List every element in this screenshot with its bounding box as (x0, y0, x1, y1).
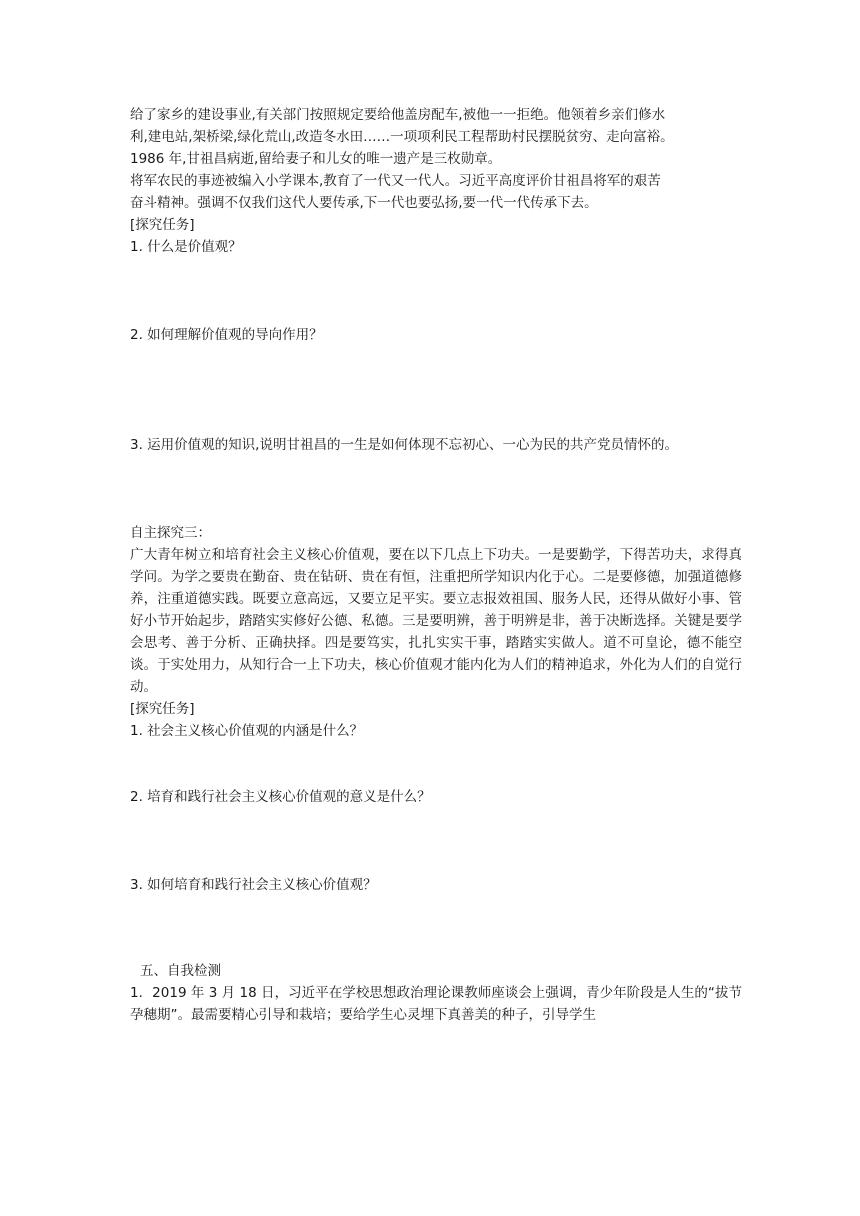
answer-space (130, 346, 742, 434)
story-line-3: 1986 年,甘祖昌病逝,留给妻子和儿女的唯一遗产是三枚勋章。 (130, 151, 502, 167)
document-body (130, 104, 742, 1026)
task-heading: [探究任务] (130, 701, 195, 717)
question-core-values-significance: 2. 培育和践行社会主义核心价值观的意义是什么？ (130, 789, 431, 805)
question-core-values-meaning: 1. 社会主义核心价值观的内涵是什么？ (130, 723, 364, 739)
answer-space (130, 896, 742, 960)
inquiry-3-text: 广大青年树立和培育社会主义核心价值观，要在以下几点上下功夫。一是要勤学，下得苦功夫，求得真学问。为学之要贵在勤奋、贵在钻研、贵在有恒，注重把所学知识内化于心。二是要修德，加强道德修养，注重道德实践。既要立意高远，又要立足平实。要立志报效祖国、服务人民，还得从做好小事、管好小节开始起步，踏踏实实修好公德、私德。三是要明辨，善于明辨是非，善于决断选择。关键是要学会思考、善于分析、正确抉择。四是要笃实，扎扎实实干事，踏踏实实做人。道不可皇论，德不能空谈。于实处用力，从知行合一上下功夫，核心价值观才能内化为人们的精神追求，外化为人们的自觉行动。 (130, 547, 742, 695)
story-line-5: 奋斗精神。强调不仅我们这代人要传承,下一代也要弘扬,要一代一代传承下去。 (130, 195, 598, 211)
answer-space (130, 808, 742, 874)
self-check-item-1: 1．2019 年 3 月 18 日，习近平在学校思想政治理论课教师座谈会上强调，青少年阶段是人生的“拔节孕穗期”。最需要精心引导和栽培；要给学生心灵埋下真善美的种子，引导学生 (130, 985, 742, 1023)
answer-space (130, 258, 742, 324)
task-heading: [探究任务] (130, 217, 195, 233)
answer-space (130, 742, 742, 786)
inquiry-3-title: 自主探究三： (130, 525, 211, 541)
question-guiding-role: 2. 如何理解价值观的导向作用？ (130, 327, 323, 343)
story-line-4: 将军农民的事迹被编入小学课本,教育了一代又一代人。习近平高度评价甘祖昌将军的艰苦 (130, 173, 661, 189)
story-line-2: 利,建电站,架桥梁,绿化荒山,改造冬水田……一项项利民工程帮助村民摆脱贫穷、走向富裕。 (130, 129, 674, 145)
self-check-title: 五、自我检测 (140, 963, 221, 979)
answer-space (130, 456, 742, 522)
story-line-1: 给了家乡的建设事业,有关部门按照规定要给他盖房配车,被他一一拒绝。他领着乡亲们修水 (130, 107, 666, 123)
question-core-values-practice: 3. 如何培育和践行社会主义核心价值观？ (130, 877, 377, 893)
question-gan-zuchang: 3. 运用价值观的知识,说明甘祖昌的一生是如何体现不忘初心、一心为民的共产党员情怀的。 (130, 437, 678, 453)
question-what-is-values: 1. 什么是价值观？ (130, 239, 242, 255)
